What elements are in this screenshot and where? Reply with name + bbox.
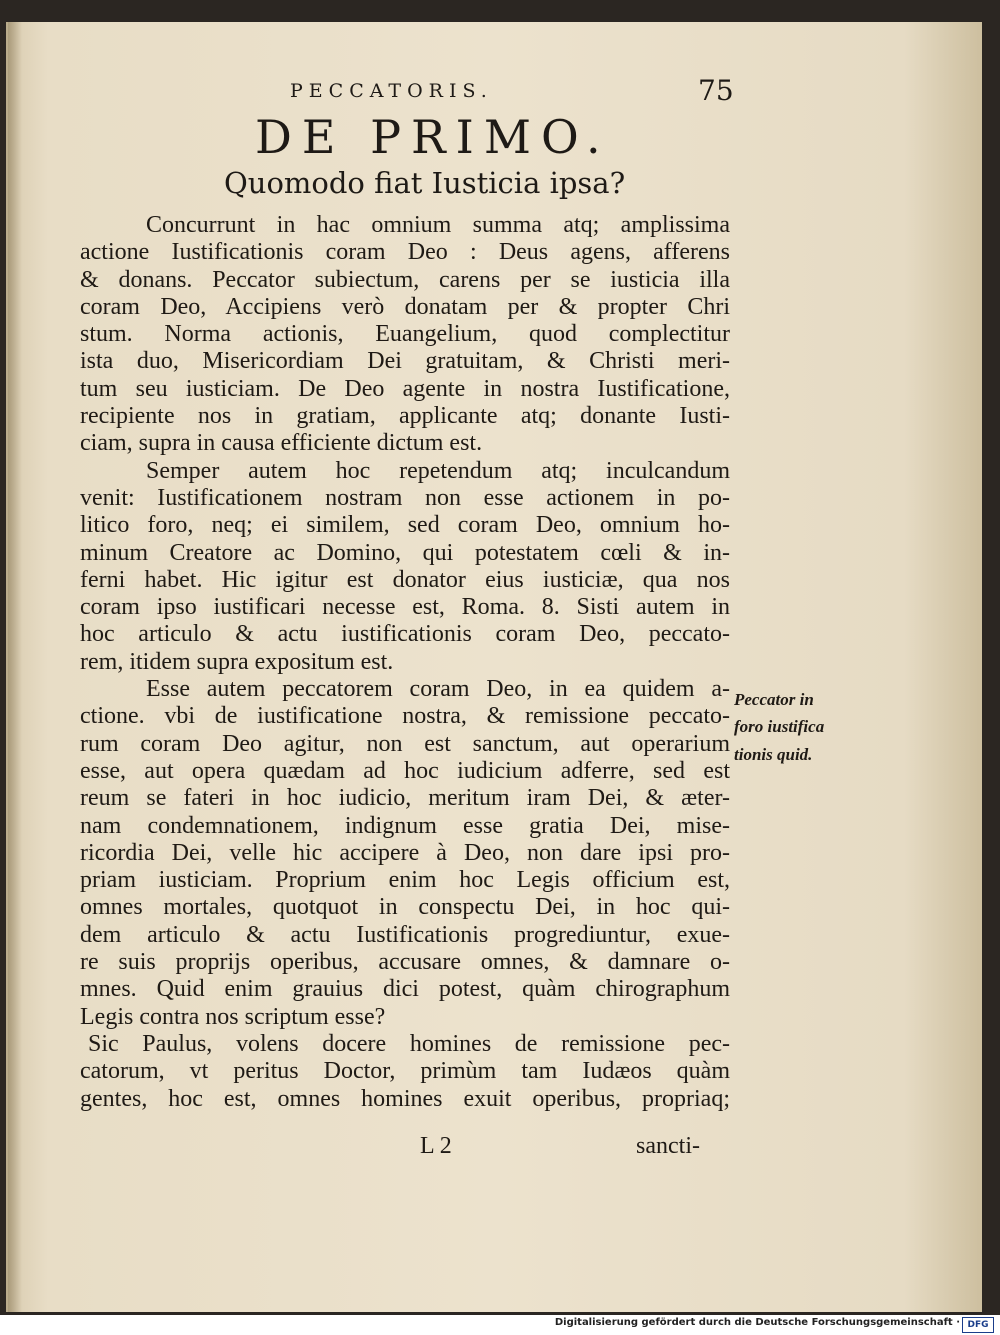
text-line: omnes mortales, quotquot in conspectu Dei, in hoc qui- (80, 894, 730, 921)
margin-note-line: Peccator in (734, 690, 814, 709)
text-line: Sic Paulus, volens docere homines de remissione pec- (88, 1030, 730, 1057)
text-line: catorum, vt peritus Doctor, primùm tam Iudæos quàm (80, 1058, 730, 1085)
text-line: reum se fateri in hoc iudicio, meritum iram Dei, & æter- (80, 785, 730, 812)
text-line: ctione. vbi de iustificatione nostra, & remissione peccato- (80, 703, 730, 730)
text-line: recipiente nos in gratiam, applicante atq; donante Iusti- (80, 403, 730, 430)
text-line: Concurrunt in hac omnium summa atq; amplissima (146, 212, 730, 238)
text-line: tum seu iusticiam. De Deo agente in nostra Iustificatione, (80, 375, 730, 402)
text-line: litico foro, neq; ei similem, sed coram Deo, omnium ho- (80, 512, 730, 539)
text-line: coram ipso iustificari necesse est, Roma. 8. Sisti autem in (80, 594, 730, 621)
page-gutter (8, 22, 22, 1312)
text-line: rem, itidem supra expositum est. (80, 648, 394, 675)
text-line: re suis proprijs operibus, accusare omnes, & damnare o- (80, 949, 730, 976)
text-line: rum coram Deo agitur, non est sanctum, aut operarium (80, 730, 730, 757)
running-head: PECCATORIS. (290, 80, 493, 102)
text-line: priam iusticiam. Proprium enim hoc Legis officium est, (80, 867, 730, 894)
text-line: & donans. Peccator subiectum, carens per se iusticia illa (80, 266, 730, 293)
text-line: coram Deo, Accipiens verò donatam per & propter Chri (80, 293, 730, 320)
text-line: ciam, supra in causa efficiente dictum est. (80, 430, 483, 457)
text-line: ferni habet. Hic igitur est donator eius iusticiæ, qua nos (80, 566, 730, 593)
text-line: Esse autem peccatorem coram Deo, in ea quidem a- (146, 676, 730, 703)
dfg-logo: DFG (962, 1317, 994, 1333)
text-line: ista duo, Misericordiam Dei gratuitam, & Christi meri- (80, 348, 730, 375)
text-line: hoc articulo & actu iustificationis coram Deo, peccato- (80, 621, 730, 648)
text-line: mnes. Quid enim grauius dici potest, quàm chirographum (80, 976, 730, 1003)
signature-mark: L 2 (420, 1133, 452, 1159)
margin-note-line: foro iustifica (734, 717, 825, 737)
text-line: minum Creatore ac Domino, qui potestatem cœli & in- (80, 539, 730, 566)
page-title: DE PRIMO. (255, 110, 611, 164)
section-heading: Quomodo fiat Iusticia ipsa? (224, 166, 626, 200)
text-line: nam condemnationem, indignum esse gratia Dei, mise- (80, 812, 730, 839)
footer-credit: Digitalisierung gefördert durch die Deutsche Forschungsgemeinschaft · (554, 1317, 960, 1328)
catchword: sancti- (636, 1133, 700, 1159)
body-text (80, 212, 730, 1113)
margin-note (734, 686, 844, 768)
digitization-footer (0, 1315, 1000, 1335)
text-line: Semper autem hoc repetendum atq; inculcandum (146, 457, 730, 484)
text-line: dem articulo & actu Iustificationis progrediuntur, exue- (80, 921, 730, 948)
text-line: Legis contra nos scriptum esse? (80, 1003, 386, 1030)
text-line: venit: Iustificationem nostram non esse actionem in po- (80, 484, 730, 511)
page-footer-line (80, 1133, 730, 1163)
margin-note-line: tionis quid. (734, 744, 813, 764)
text-line: ricordia Dei, velle hic accipere à Deo, non dare ipsi pro- (80, 839, 730, 866)
text-line: esse, aut opera quædam ad hoc iudicium adferre, sed est (80, 757, 730, 784)
text-line: actione Iustificationis coram Deo : Deus agens, afferens (80, 239, 730, 266)
text-line: stum. Norma actionis, Euangelium, quod complectitur (80, 321, 730, 348)
text-line: gentes, hoc est, omnes homines exuit operibus, propriaq; (80, 1085, 730, 1112)
page-number: 75 (698, 74, 734, 107)
